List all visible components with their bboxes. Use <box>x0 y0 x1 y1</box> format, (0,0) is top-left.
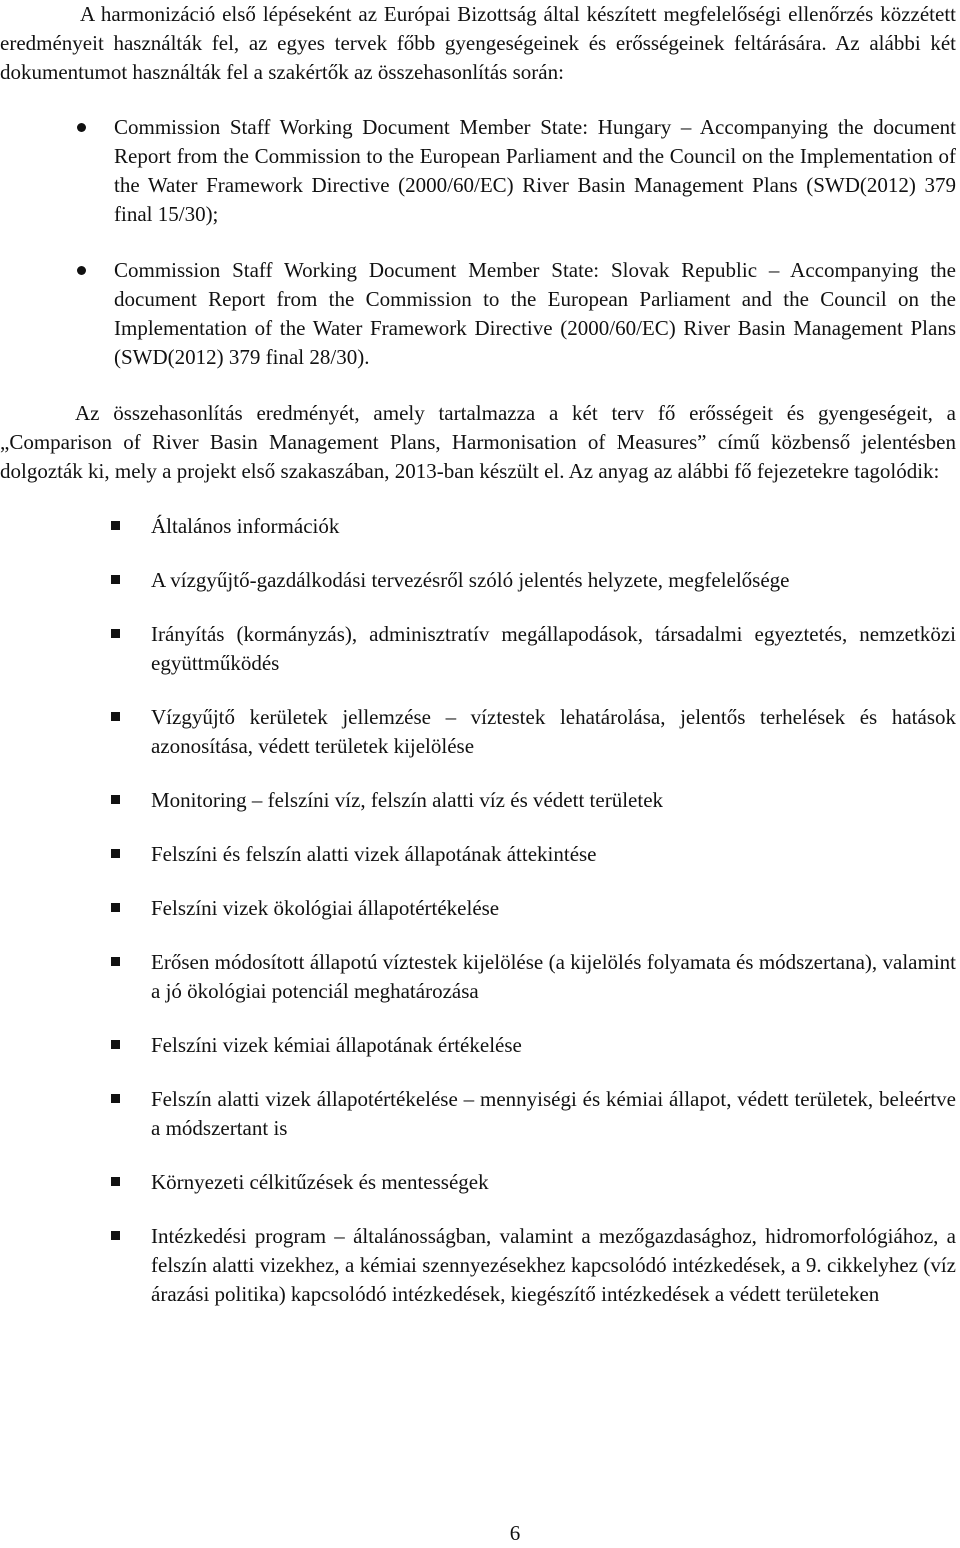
chapter-text: Vízgyűjtő kerületek jellemzése – víztestek lehatárolása, jelentős terhelések és hatások azonosítása, védett területek kijelölése <box>151 705 956 758</box>
square-bullet-icon <box>111 575 120 584</box>
square-bullet-icon <box>111 712 120 721</box>
chapter-item <box>0 786 956 815</box>
chapter-list <box>0 512 956 1309</box>
chapter-text: Általános információk <box>151 514 340 538</box>
chapter-text: A vízgyűjtő-gazdálkodási tervezésről szóló jelentés helyzete, megfelelősége <box>151 568 790 592</box>
comparison-paragraph: Az összehasonlítás eredményét, amely tartalmazza a két terv fő erősségeit és gyengeségeit, a „Comparison of River Basin Management Plans, Harmonisation of Measures” című közbenső jelentésben dolgozták ki, mely a projekt első szakaszában, 2013-ban készült el. Az anyag az alábbi fő fejezetekre tagolódik: <box>0 401 956 483</box>
reference-document-item <box>0 113 956 229</box>
chapter-text: Intézkedési program – általánosságban, valamint a mezőgazdasághoz, hidromorfológiához, a felszín alatti vizekhez, a kémiai szennyezésekhez kapcsolódó intézkedések, a 9. cikkelyhez (víz árazási politika) kapcsolódó intézkedések, kiegészítő intézkedések a védett területeken <box>151 1224 956 1306</box>
chapter-item <box>0 512 956 541</box>
reference-document-text: Commission Staff Working Document Member State: Hungary – Accompanying the document Report from the Commission to the European Parliament and the Council on the Implementation of the Water Framework Directive (2000/60/EC) River Basin Management Plans (SWD(2012) 379 final 15/30); <box>114 115 956 226</box>
square-bullet-icon <box>111 1040 120 1049</box>
chapter-item <box>0 1168 956 1197</box>
chapter-text: Környezeti célkitűzések és mentességek <box>151 1170 489 1194</box>
chapter-item <box>0 566 956 595</box>
chapter-text: Felszíni vizek ökológiai állapotértékelése <box>151 896 500 920</box>
chapter-text: Felszín alatti vizek állapotértékelése – mennyiségi és kémiai állapot, védett területek, beleértve a módszertant is <box>151 1087 956 1140</box>
chapter-text: Felszíni vizek kémiai állapotának értékelése <box>151 1033 522 1057</box>
square-bullet-icon <box>111 957 120 966</box>
chapter-item <box>0 1031 956 1060</box>
reference-document-item <box>0 256 956 372</box>
bullet-dot-icon <box>77 266 86 275</box>
chapter-item <box>0 894 956 923</box>
chapter-item <box>0 840 956 869</box>
chapter-text: Erősen módosított állapotú víztestek kijelölése (a kijelölés folyamata és módszertana), valamint a jó ökológiai potenciál meghatározása <box>151 950 956 1003</box>
chapter-item <box>0 1085 956 1143</box>
page-number: 6 <box>509 1521 521 1545</box>
chapter-text: Irányítás (kormányzás), adminisztratív megállapodások, társadalmi egyeztetés, nemzetközi együttműködés <box>151 622 956 675</box>
square-bullet-icon <box>111 629 120 638</box>
bullet-dot-icon <box>77 123 86 132</box>
chapter-text: Felszíni és felszín alatti vizek állapotának áttekintése <box>151 842 597 866</box>
chapter-item <box>0 703 956 761</box>
chapter-item <box>0 948 956 1006</box>
chapter-item <box>0 1222 956 1309</box>
intro-paragraph: A harmonizáció első lépéseként az Európai Bizottság által készített megfelelőségi ellenőrzés közzétett eredményeit használták fel, az egyes tervek főbb gyengeségeinek és erősségeinek feltárására. Az alábbi két dokumentumot használták fel a szakértők az összehasonlítás során: <box>0 2 956 84</box>
chapter-item <box>0 620 956 678</box>
square-bullet-icon <box>111 795 120 804</box>
square-bullet-icon <box>111 849 120 858</box>
reference-document-text: Commission Staff Working Document Member State: Slovak Republic – Accompanying the document Report from the Commission to the European Parliament and the Council on the Implementation of the Water Framework Directive (2000/60/EC) River Basin Management Plans (SWD(2012) 379 final 28/30). <box>114 258 956 369</box>
square-bullet-icon <box>111 903 120 912</box>
reference-document-list <box>0 113 956 372</box>
square-bullet-icon <box>111 521 120 530</box>
square-bullet-icon <box>111 1231 120 1240</box>
square-bullet-icon <box>111 1177 120 1186</box>
square-bullet-icon <box>111 1094 120 1103</box>
chapter-text: Monitoring – felszíni víz, felszín alatti víz és védett területek <box>151 788 664 812</box>
